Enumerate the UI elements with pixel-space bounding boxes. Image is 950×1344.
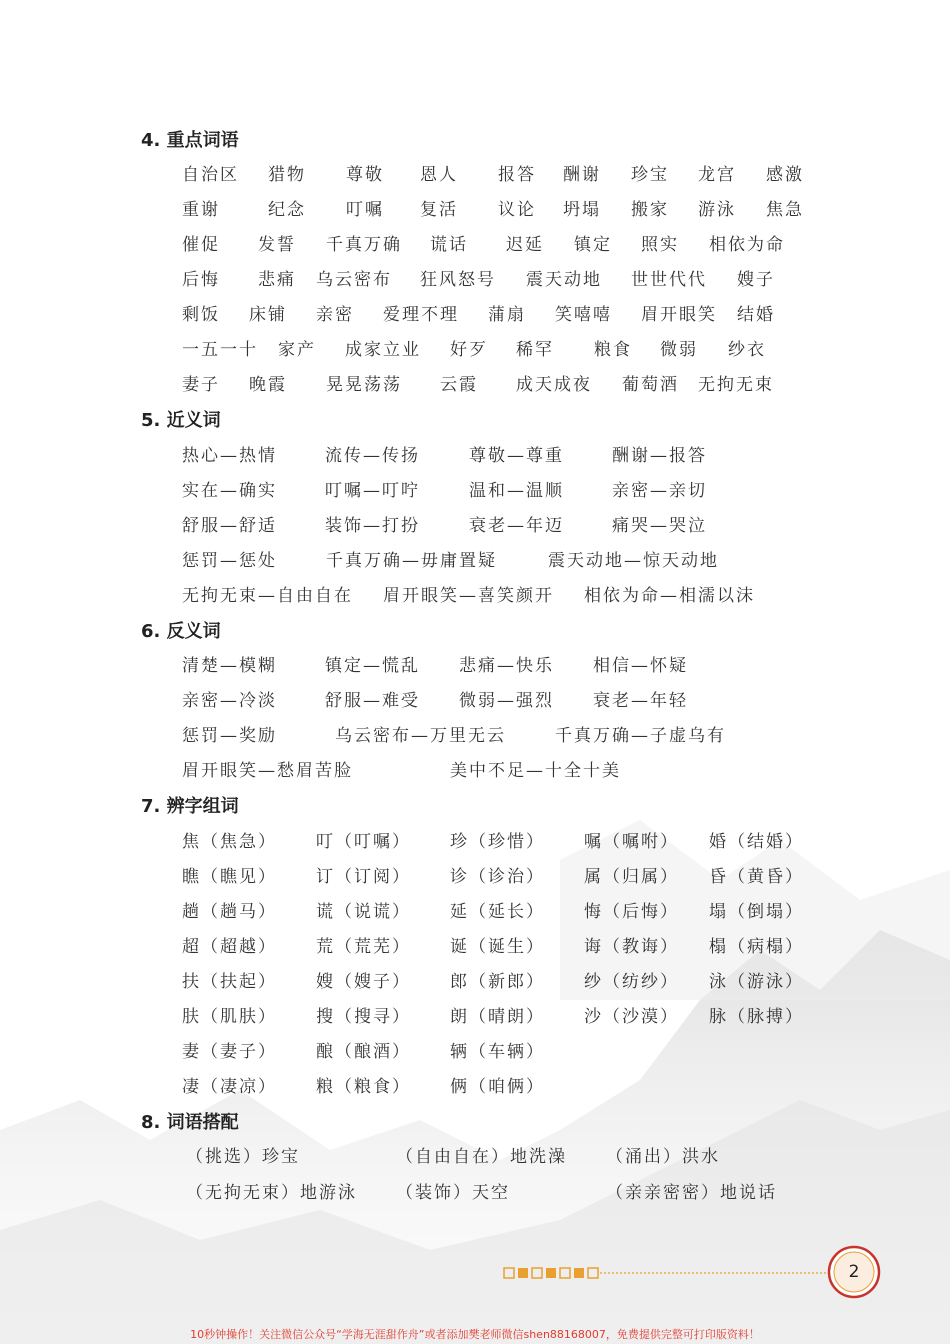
char-word-item: 纱（纺纱） [584, 972, 679, 992]
collocation-item: （无拘无束）地游泳 [186, 1183, 357, 1203]
word-item: 照实 [641, 235, 679, 255]
word-item: 家产 [278, 340, 316, 360]
word-pair: 亲密—亲切 [612, 481, 707, 501]
char-word-item: 诲（教诲） [584, 937, 679, 957]
word-item: 报答 [498, 165, 536, 185]
word-item: 议论 [498, 200, 536, 220]
word-item: 千真万确 [326, 235, 402, 255]
char-word-item: 肤（肌肤） [182, 1007, 277, 1027]
word-pair: 镇定—慌乱 [325, 656, 420, 676]
word-item: 感激 [766, 165, 804, 185]
char-word-item: 辆（车辆） [450, 1042, 545, 1062]
word-pair: 悲痛—快乐 [459, 656, 554, 676]
collocation-item: （自由自在）地洗澡 [396, 1147, 567, 1167]
word-pair: 清楚—模糊 [182, 656, 277, 676]
word-item: 笑嘻嘻 [555, 305, 612, 325]
word-item: 葡萄酒 [622, 375, 679, 395]
char-word-item: 塌（倒塌） [709, 902, 804, 922]
footer-decoration [500, 1262, 830, 1284]
word-item: 催促 [182, 235, 220, 255]
char-word-item: 俩（咱俩） [450, 1077, 545, 1097]
footer-banner-text: 10秒钟操作！关注微信公众号“学海无涯甜作舟”或者添加樊老师微信shen88168007，免费提供完整可打印版资料！ [190, 1328, 760, 1341]
word-item: 发誓 [258, 235, 296, 255]
word-item: 云霞 [440, 375, 478, 395]
word-pair: 装饰—打扮 [325, 516, 420, 536]
collocation-item: （装饰）天空 [396, 1183, 510, 1203]
section-title-antonyms: 6. 反义词 [141, 621, 221, 642]
word-item: 迟延 [506, 235, 544, 255]
word-pair: 相依为命—相濡以沫 [584, 586, 755, 606]
char-word-item: 嫂（嫂子） [316, 972, 411, 992]
word-pair: 乌云密布—万里无云 [335, 726, 506, 746]
word-item: 复活 [420, 200, 458, 220]
page-number-badge [826, 1244, 882, 1300]
word-item: 尊敬 [346, 165, 384, 185]
word-pair: 叮嘱—叮咛 [325, 481, 420, 501]
word-item: 晚霞 [249, 375, 287, 395]
collocation-item: （涌出）洪水 [606, 1147, 720, 1167]
word-item: 纪念 [268, 200, 306, 220]
word-item: 蒲扇 [488, 305, 526, 325]
section-title-word-collocation: 8. 词语搭配 [141, 1112, 239, 1133]
word-item: 坍塌 [563, 200, 601, 220]
char-word-item: 凄（凄凉） [182, 1077, 277, 1097]
word-item: 好歹 [450, 340, 488, 360]
word-item: 焦急 [766, 200, 804, 220]
word-pair: 惩罚—奖励 [182, 726, 277, 746]
word-item: 世世代代 [631, 270, 707, 290]
word-pair: 热心—热情 [182, 446, 277, 466]
char-word-item: 谎（说谎） [316, 902, 411, 922]
char-word-item: 脉（脉搏） [709, 1007, 804, 1027]
word-item: 震天动地 [526, 270, 602, 290]
word-item: 悲痛 [258, 270, 296, 290]
word-pair: 惩罚—惩处 [182, 551, 277, 571]
char-word-item: 昏（黄昏） [709, 867, 804, 887]
char-word-item: 粮（粮食） [316, 1077, 411, 1097]
char-word-item: 诞（诞生） [450, 937, 545, 957]
collocation-item: （亲亲密密）地说话 [606, 1183, 777, 1203]
word-pair: 痛哭—哭泣 [612, 516, 707, 536]
word-item: 镇定 [574, 235, 612, 255]
word-item: 床铺 [249, 305, 287, 325]
word-item: 成家立业 [345, 340, 421, 360]
word-item: 结婚 [737, 305, 775, 325]
word-item: 纱衣 [728, 340, 766, 360]
word-item: 成天成夜 [516, 375, 592, 395]
char-word-item: 珍（珍惜） [450, 832, 545, 852]
char-word-item: 订（订阅） [316, 867, 411, 887]
word-item: 相依为命 [709, 235, 785, 255]
char-word-item: 妻（妻子） [182, 1042, 277, 1062]
word-item: 后悔 [182, 270, 220, 290]
char-word-item: 搜（搜寻） [316, 1007, 411, 1027]
word-pair: 尊敬—尊重 [469, 446, 564, 466]
word-item: 嫂子 [737, 270, 775, 290]
char-word-item: 延（延长） [450, 902, 545, 922]
collocation-item: （挑选）珍宝 [186, 1147, 300, 1167]
word-pair: 眉开眼笑—愁眉苦脸 [182, 761, 353, 781]
section-title-key-words: 4. 重点词语 [141, 130, 239, 151]
char-word-item: 叮（叮嘱） [316, 832, 411, 852]
word-item: 爱理不理 [383, 305, 459, 325]
char-word-item: 酿（酿酒） [316, 1042, 411, 1062]
word-pair: 实在—确实 [182, 481, 277, 501]
word-item: 稀罕 [516, 340, 554, 360]
char-word-item: 婚（结婚） [709, 832, 804, 852]
char-word-item: 属（归属） [584, 867, 679, 887]
word-item: 微弱 [660, 340, 698, 360]
word-item: 乌云密布 [316, 270, 392, 290]
word-item: 猎物 [268, 165, 306, 185]
char-word-item: 泳（游泳） [709, 972, 804, 992]
word-pair: 相信—怀疑 [593, 656, 688, 676]
word-item: 狂风怒号 [420, 270, 496, 290]
word-item: 亲密 [316, 305, 354, 325]
word-item: 自治区 [182, 165, 239, 185]
char-word-item: 诊（诊治） [450, 867, 545, 887]
word-item: 珍宝 [631, 165, 669, 185]
word-pair: 衰老—年轻 [593, 691, 688, 711]
word-item: 重谢 [182, 200, 220, 220]
word-item: 粮食 [594, 340, 632, 360]
char-word-item: 焦（焦急） [182, 832, 277, 852]
char-word-item: 榻（病榻） [709, 937, 804, 957]
word-pair: 千真万确—子虚乌有 [555, 726, 726, 746]
word-pair: 千真万确—毋庸置疑 [326, 551, 497, 571]
char-word-item: 超（超越） [182, 937, 277, 957]
word-pair: 温和—温顺 [469, 481, 564, 501]
char-word-item: 朗（晴朗） [450, 1007, 545, 1027]
word-item: 妻子 [182, 375, 220, 395]
char-word-item: 嘱（嘱咐） [584, 832, 679, 852]
char-word-item: 荒（荒芜） [316, 937, 411, 957]
page-number: 2 [848, 1262, 860, 1282]
word-pair: 舒服—舒适 [182, 516, 277, 536]
word-item: 叮嘱 [346, 200, 384, 220]
word-item: 搬家 [631, 200, 669, 220]
word-pair: 亲密—冷淡 [182, 691, 277, 711]
word-item: 晃晃荡荡 [326, 375, 402, 395]
word-item: 剩饭 [182, 305, 220, 325]
word-pair: 美中不足—十全十美 [450, 761, 621, 781]
word-pair: 无拘无束—自由自在 [182, 586, 353, 606]
word-pair: 流传—传扬 [325, 446, 420, 466]
word-pair: 衰老—年迈 [469, 516, 564, 536]
word-item: 无拘无束 [698, 375, 774, 395]
word-pair: 眉开眼笑—喜笑颜开 [383, 586, 554, 606]
word-pair: 微弱—强烈 [459, 691, 554, 711]
section-title-synonyms: 5. 近义词 [141, 410, 221, 431]
char-word-item: 趟（趟马） [182, 902, 277, 922]
char-word-item: 悔（后悔） [584, 902, 679, 922]
word-item: 龙宫 [698, 165, 736, 185]
word-item: 一五一十 [182, 340, 258, 360]
char-word-item: 沙（沙漠） [584, 1007, 679, 1027]
word-item: 眉开眼笑 [641, 305, 717, 325]
char-word-item: 瞧（瞧见） [182, 867, 277, 887]
word-item: 游泳 [698, 200, 736, 220]
word-pair: 酬谢—报答 [612, 446, 707, 466]
word-item: 恩人 [420, 165, 458, 185]
section-title-character-distinction: 7. 辨字组词 [141, 796, 239, 817]
char-word-item: 郎（新郎） [450, 972, 545, 992]
char-word-item: 扶（扶起） [182, 972, 277, 992]
word-item: 谎话 [430, 235, 468, 255]
word-pair: 舒服—难受 [325, 691, 420, 711]
word-pair: 震天动地—惊天动地 [548, 551, 719, 571]
word-item: 酬谢 [563, 165, 601, 185]
